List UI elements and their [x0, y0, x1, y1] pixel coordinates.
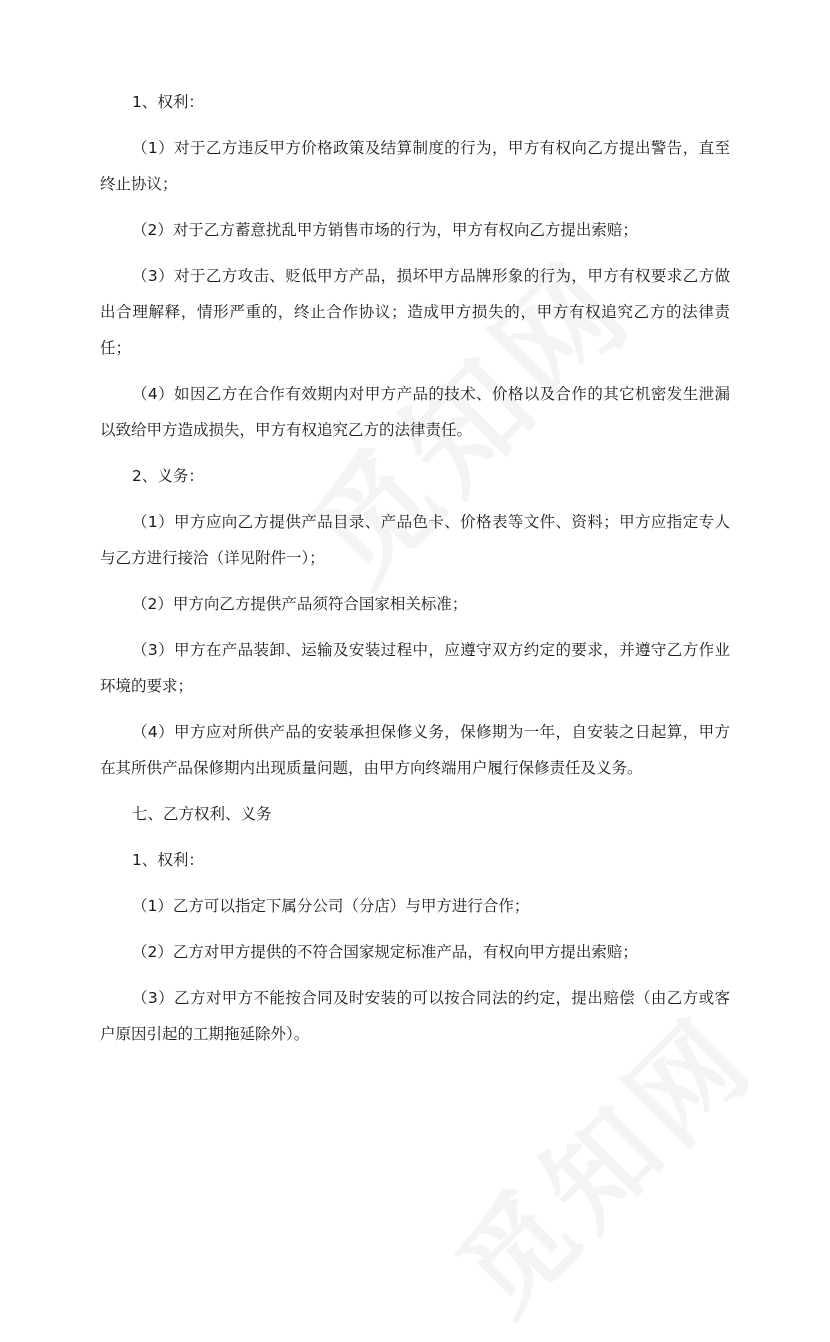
- clause-a-obligations-1: （1）甲方应向乙方提供产品目录、产品色卡、价格表等文件、资料；甲方应指定专人与乙方进行接洽（详见附件一）；: [100, 513, 730, 567]
- clause-b-rights-2: （2）乙方对甲方提供的不符合国家规定标准产品，有权向甲方提出索赔；: [132, 943, 638, 961]
- clause-a-rights-3: （3）对于乙方攻击、贬低甲方产品，损坏甲方品牌形象的行为，甲方有权要求乙方做出合理解释，情形严重的，终止合作协议；造成甲方损失的，甲方有权追究乙方的法律责任；: [100, 267, 730, 357]
- clause-b-rights-1: （1）乙方可以指定下属分公司（分店）与甲方进行合作；: [132, 897, 530, 915]
- clause-a-obligations-3: （3）甲方在产品装卸、运输及安装过程中，应遵守双方约定的要求，并遵守乙方作业环境的要求；: [100, 641, 730, 695]
- heading-rights-b: 1、权利：: [132, 851, 204, 869]
- section-heading-party-b: 七、乙方权利、义务: [132, 805, 272, 823]
- clause-a-rights-4: （4）如因乙方在合作有效期内对甲方产品的技术、价格以及合作的其它机密发生泄漏以致给甲方造成损失，甲方有权追究乙方的法律责任。: [100, 385, 730, 439]
- clause-b-rights-3: （3）乙方对甲方不能按合同及时安装的可以按合同法的约定，提出赔偿（由乙方或客户原因引起的工期拖延除外）。: [100, 989, 730, 1043]
- clause-a-rights-2: （2）对于乙方蓄意扰乱甲方销售市场的行为，甲方有权向乙方提出索赔；: [132, 221, 638, 239]
- clause-a-rights-1: （1）对于乙方违反甲方价格政策及结算制度的行为，甲方有权向乙方提出警告，直至终止协议；: [100, 139, 730, 193]
- document-body: [100, 84, 730, 1052]
- heading-obligations-a: 2、义务：: [132, 467, 204, 485]
- clause-a-obligations-2: （2）甲方向乙方提供产品须符合国家相关标准；: [132, 595, 468, 613]
- heading-rights-a: 1、权利：: [132, 93, 204, 111]
- clause-a-obligations-4: （4）甲方应对所供产品的安装承担保修义务，保修期为一年，自安装之日起算，甲方在其所供产品保修期内出现质量问题，由甲方向终端用户履行保修责任及义务。: [100, 723, 730, 777]
